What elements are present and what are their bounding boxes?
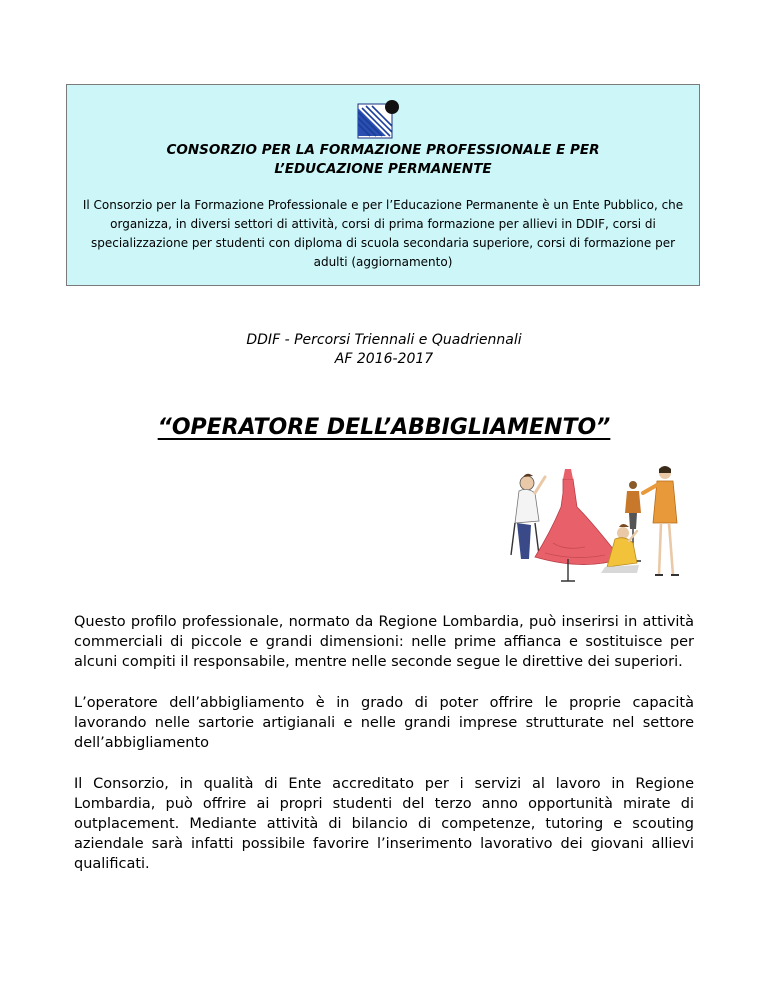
course-program: DDIF - Percorsi Triennali e Quadriennali xyxy=(246,332,522,348)
course-info xyxy=(0,331,768,369)
organization-title xyxy=(67,141,699,179)
header-box xyxy=(66,84,700,286)
organization-title-line1: CONSORZIO PER LA FORMAZIONE PROFESSIONALE E PER xyxy=(166,142,600,158)
profile-description-paragraph: Questo profilo professionale, normato da Regione Lombardia, può inserirsi in attività commerciali di piccole e grandi dimensioni: nelle prime affianca e sostituisce per alcuni compiti il responsabile, mentre nelle seconde segue le direttive dei superiori. xyxy=(74,614,694,670)
outplacement-paragraph: Il Consorzio, in qualità di Ente accreditato per i servizi al lavoro in Regione Lombardia, può offrire ai propri studenti del terzo anno opportunità mirate di outplacement. Mediante attività di bilancio di competenze, tutoring e scouting aziendale sarà infatti possibile favorire l’inserimento lavorativo dei giovani allievi qualificati. xyxy=(74,776,694,872)
course-title: “OPERATORE DELL’ABBIGLIAMENTO” xyxy=(157,415,611,440)
consortium-logo-icon xyxy=(356,98,402,144)
organization-description: Il Consorzio per la Formazione Professionale e per l’Educazione Permanente è un Ente Pubblico, che organizza, in diversi settori di attività, corsi di prima formazione per allievi in DDIF, corsi di specializzazione per studenti con diploma di scuola secondaria superiore, corsi di formazione per adulti (aggiornamento) xyxy=(82,198,684,269)
operator-capabilities-paragraph: L’operatore dell’abbigliamento è in grado di poter offrire le proprie capacità lavorando nelle sartorie artigianali e nelle grandi imprese strutturate nel settore dell’abbigliamento xyxy=(74,695,694,751)
tailoring-illustration-icon xyxy=(505,463,690,583)
course-year: AF 2016-2017 xyxy=(334,351,434,367)
organization-title-line2: L’EDUCAZIONE PERMANENTE xyxy=(274,161,492,177)
